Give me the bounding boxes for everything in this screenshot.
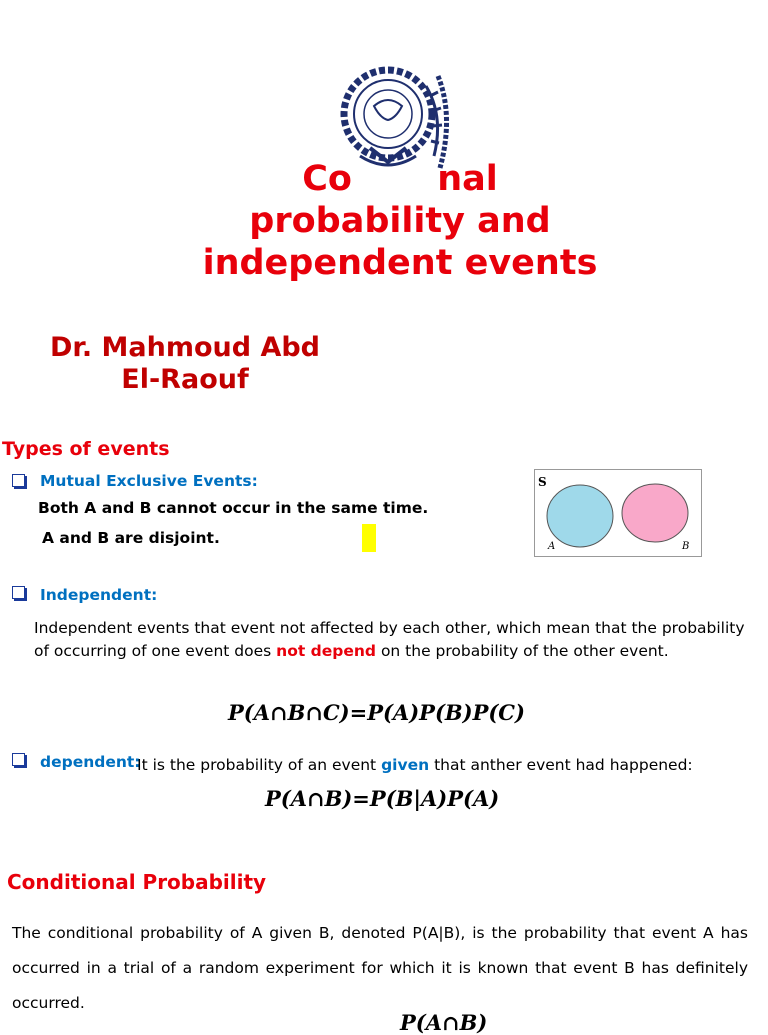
conditional-formula-partial: P(A∩B) [400,1010,488,1035]
independent-formula: P(A∩B∩C)=P(A)P(B)P(C) [228,700,525,725]
venn-a-label: A [548,541,556,552]
title-line-3: independent events [202,243,598,283]
mutual-exclusive-line-2: A and B are disjoint. [42,529,220,547]
checkbox-bullet-icon [12,753,25,766]
dependent-formula: P(A∩B)=P(B|A)P(A) [265,786,500,811]
venn-diagram [534,469,702,557]
given-emphasis: given [381,756,430,774]
independent-text-pre: of occurring of one event does [34,642,277,660]
types-of-events-heading: Types of events [2,438,170,460]
conditional-probability-definition: The conditional probability of A given B, denoted P(A|B), is the probability that event A has occurred in a trial of a random experiment for which it is known that event B has definitely occurred. [12,924,748,1012]
yellow-highlight-mark [362,524,376,552]
checkbox-bullet-icon [12,474,25,487]
dependent-label: dependent: [40,753,141,771]
venn-s-label: S [538,475,547,489]
independent-label: Independent: [40,586,158,604]
independent-text-line-2 [34,639,669,663]
not-depend-emphasis: not depend [276,642,377,660]
venn-circle-b [622,484,688,542]
independent-text-line-1: Independent events that event not affected by each other, which mean that the probability [34,619,745,637]
presentation-title [120,158,680,284]
checkbox-bullet-icon [12,586,25,599]
mutual-exclusive-line-1: Both A and B cannot occur in the same time. [38,499,429,517]
venn-circle-a [547,485,613,547]
dependent-text [137,753,693,777]
dependent-text-post: that anther event had happened: [429,756,693,774]
title-line-2: probability and [249,201,551,241]
mutual-exclusive-label: Mutual Exclusive Events: [40,472,258,490]
author-name [30,332,340,396]
author-line-2: El-Raouf [121,364,249,395]
title-line-1: Co nal [302,159,498,199]
venn-b-label: B [682,541,690,552]
dependent-text-pre: It is the probability of an event [137,756,382,774]
author-line-1: Dr. Mahmoud Abd [49,332,321,363]
independent-text-post: on the probability of the other event. [376,642,669,660]
conditional-probability-heading: Conditional Probability [7,870,267,894]
